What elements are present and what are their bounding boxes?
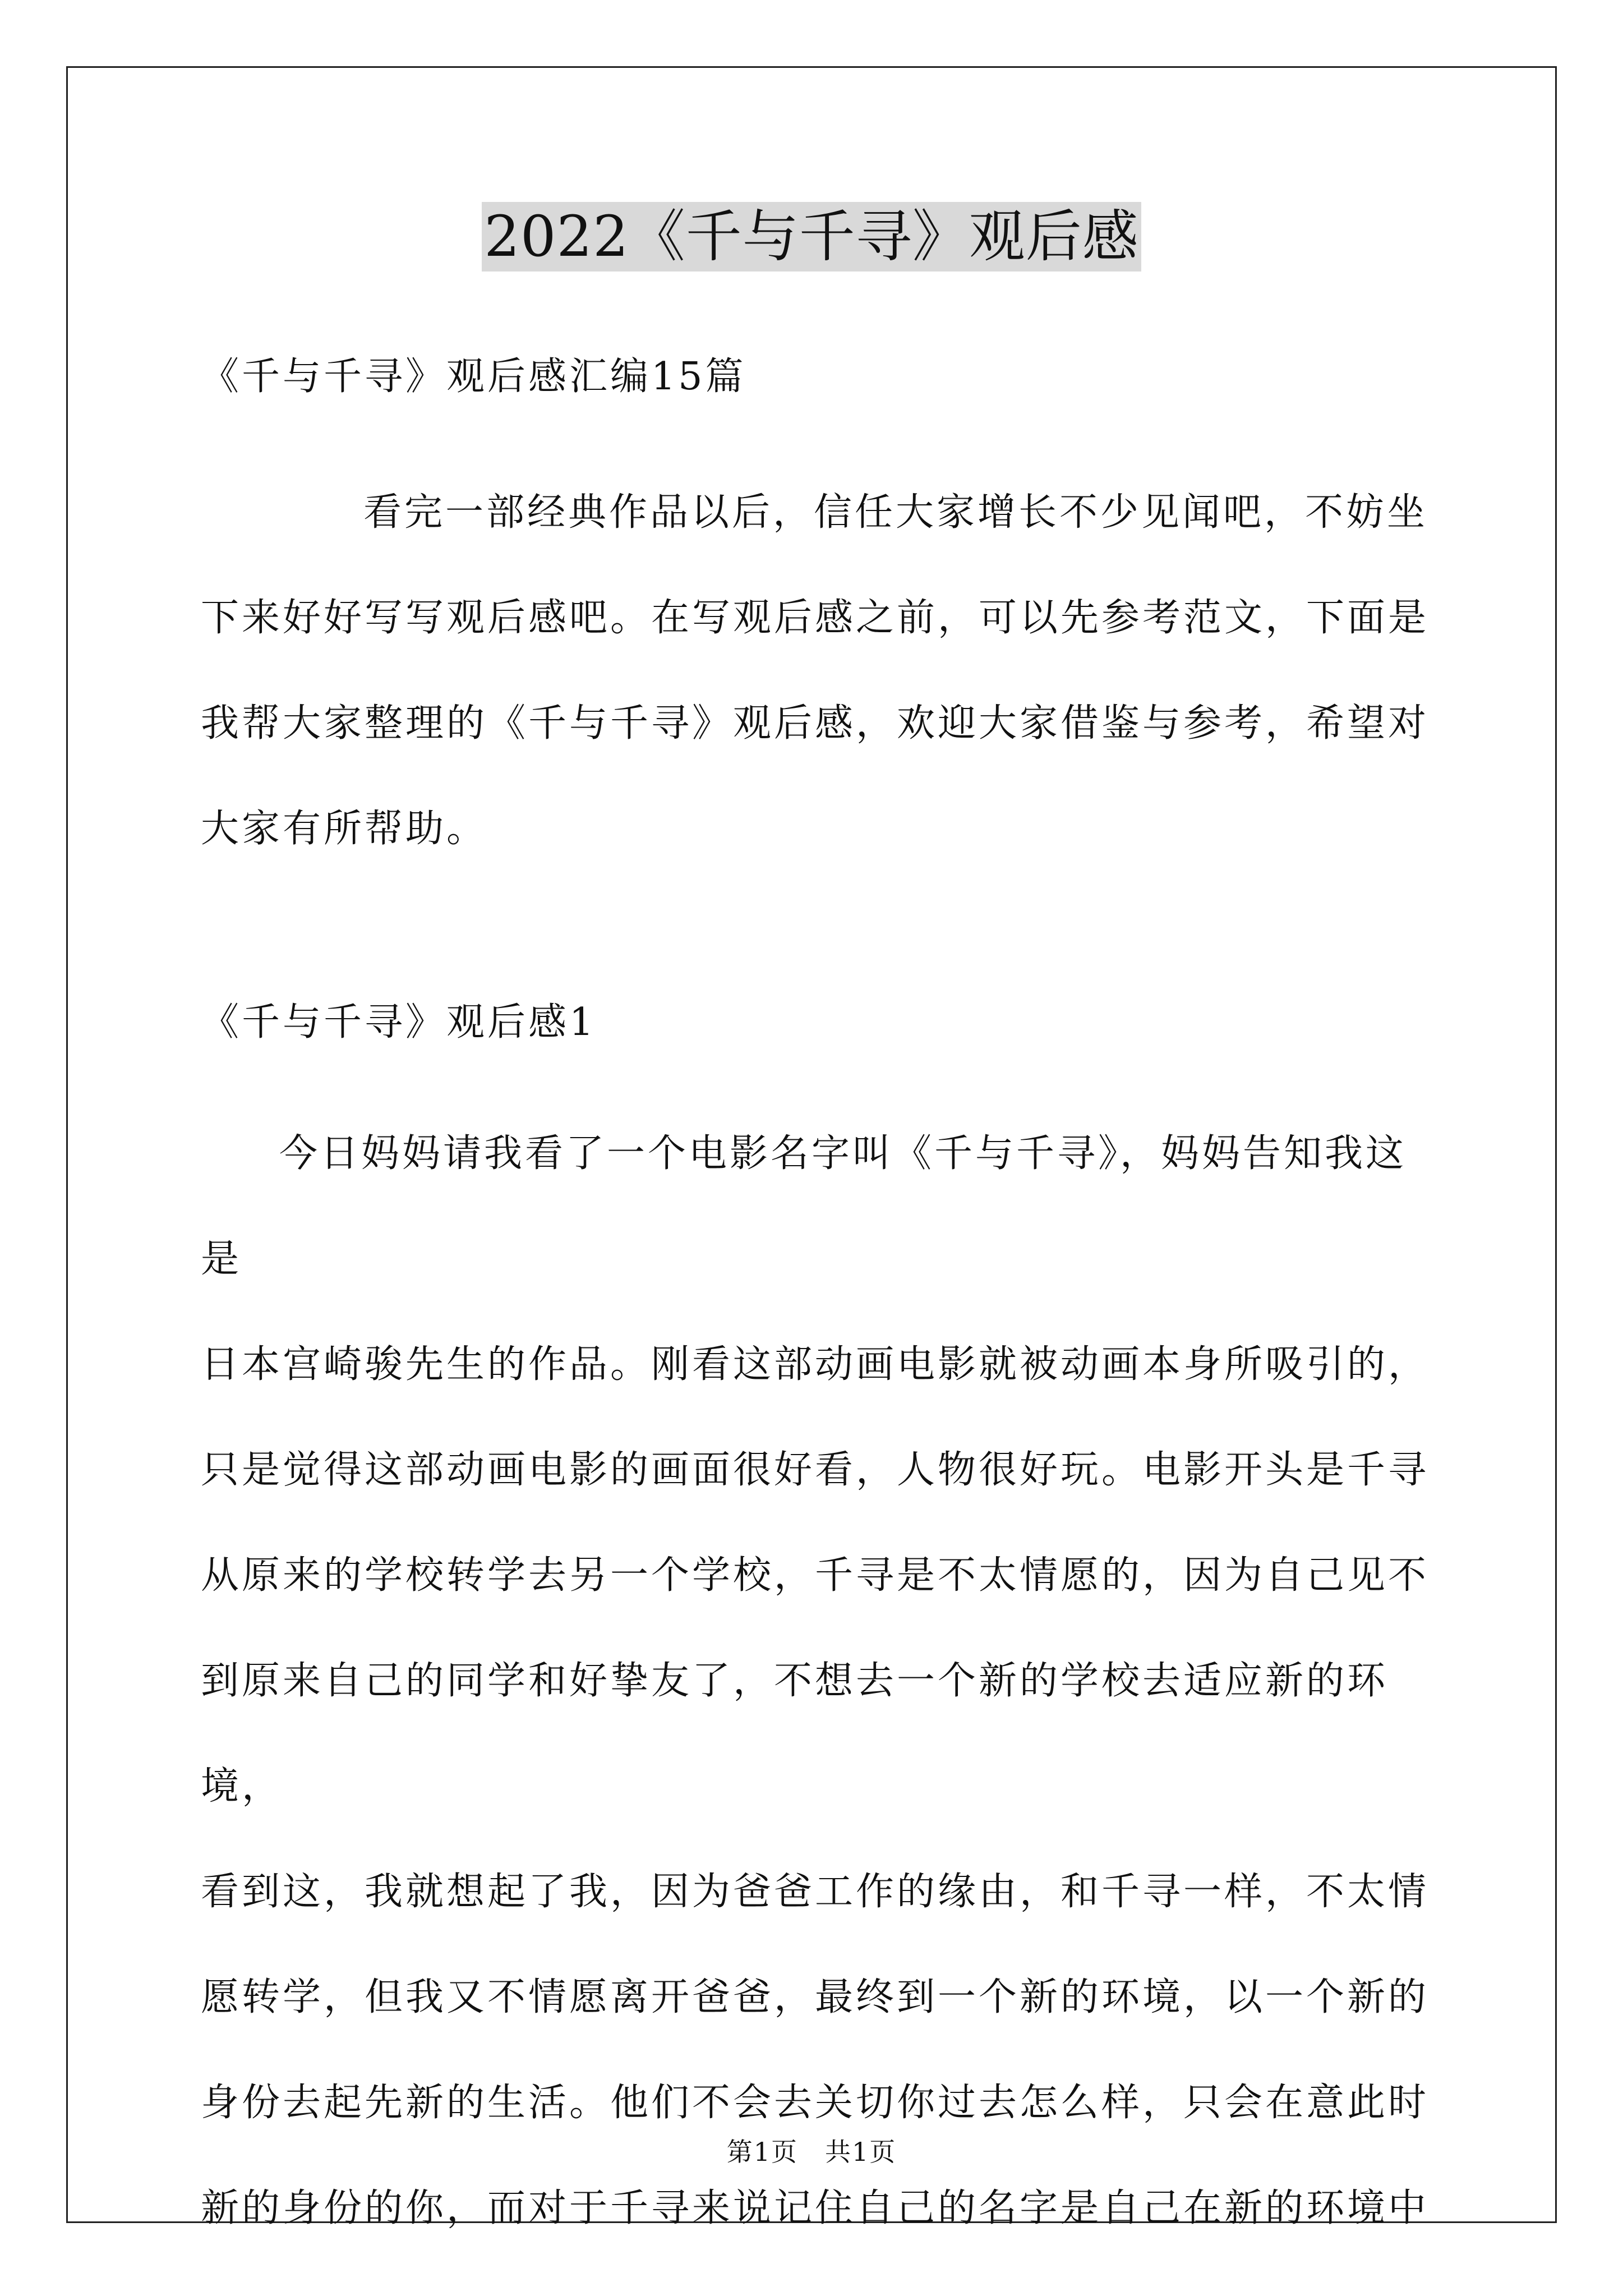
document-title: 2022《千与千寻》观后感: [482, 202, 1141, 272]
essay-line: 身份去起先新的生活。他们不会去关切你过去怎么样，只会在意此时: [201, 2081, 1430, 2125]
essay-line: 从原来的学校转学去另一个学校，千寻是不太情愿的，因为自己见不: [201, 1553, 1430, 1598]
title-container: [0, 202, 1623, 272]
essay-line: 到原来自己的同学和好挚友了，不想去一个新的学校去适应新的环境，: [201, 1659, 1389, 1809]
document-subtitle: 《千与千寻》观后感汇编15篇: [201, 355, 746, 399]
essay-line: 新的身份的你，而对于千寻来说记住自己的名字是自己在新的环境中: [201, 2186, 1430, 2230]
section-heading: 《千与千寻》观后感1: [201, 1000, 597, 1045]
intro-line: 看完一部经典作品以后，信任大家增长不少见闻吧，不妨坐: [363, 490, 1428, 535]
essay-line: 愿转学，但我又不情愿离开爸爸，最终到一个新的环境，以一个新的: [201, 1975, 1430, 2019]
intro-line: 大家有所帮助。: [201, 807, 488, 851]
essay-line: 日本宫崎骏先生的作品。刚看这部动画电影就被动画本身所吸引的，: [201, 1342, 1430, 1387]
essay-line: 看到这，我就想起了我，因为爸爸工作的缘由，和千寻一样，不太情: [201, 1870, 1430, 1914]
essay-line: 只是觉得这部动画电影的画面很好看，人物很好玩。电影开头是千寻: [201, 1448, 1430, 1492]
intro-paragraph: [201, 460, 1435, 882]
page-footer: 第1页 共1页: [726, 2137, 897, 2167]
essay-line: 今日妈妈请我看了一个电影名字叫《千与千寻》，妈妈告知我这是: [201, 1131, 1407, 1281]
intro-line: 我帮大家整理的《千与千寻》观后感，欢迎大家借鉴与参考，希望对: [201, 701, 1430, 746]
intro-line: 下来好好写写观后感吧。在写观后感之前，可以先参考范文，下面是: [201, 596, 1430, 640]
essay-paragraph: [201, 1101, 1435, 2261]
